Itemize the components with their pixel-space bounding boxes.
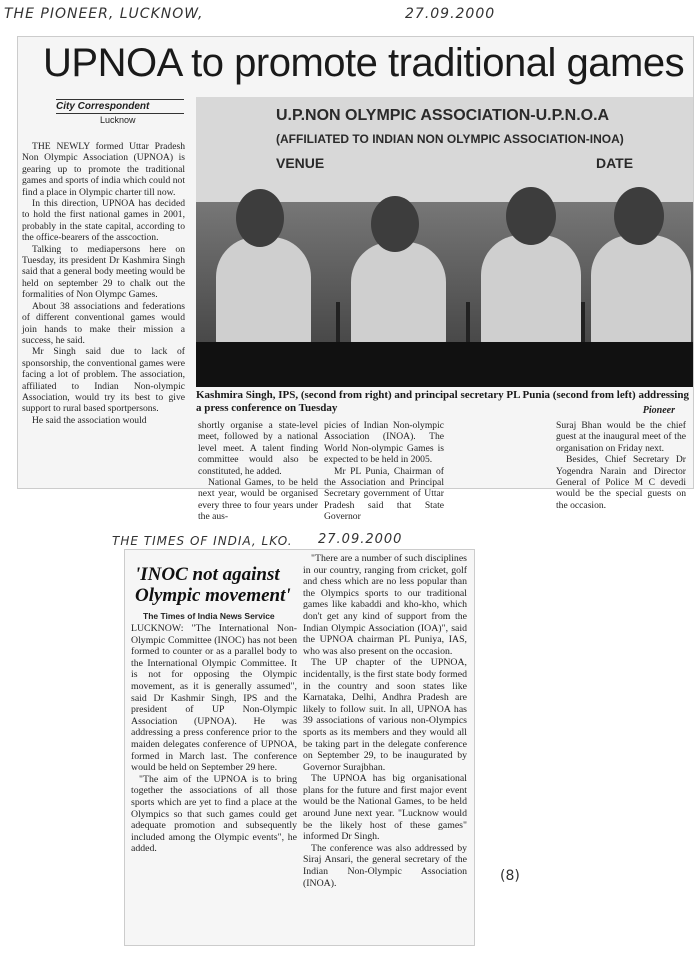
paragraph: THE NEWLY formed Uttar Pradesh Non Olympic Association (UPNOA) is gearing up to promote the traditional games and sports of india which could not find a place in Olympic charter till now. — [22, 141, 185, 198]
handwritten-date-toi: 27.09.2000 — [318, 532, 403, 547]
article2-headline: 'INOC not against Olympic movement' — [135, 564, 291, 606]
article2-column-2 — [303, 553, 467, 889]
paragraph: He said the association would — [32, 414, 147, 426]
photo-banner — [196, 97, 693, 202]
handwritten-source-pioneer: THE PIONEER, LUCKNOW, — [4, 6, 204, 22]
article1-column-1 — [22, 141, 185, 426]
microphone-1 — [336, 302, 340, 342]
article1-column-4 — [556, 420, 686, 511]
page-number-mark: (8) — [500, 868, 520, 884]
paragraph: shortly organise a state-level meet, followed by a national level meet. A talent finding committee would also be constituted, he added. — [198, 420, 318, 477]
paragraph: Talking to mediapersons here on Tuesday, its president Dr Kashmira Singh said that a general body meeting would be held on september 29 to chalk out the formalities of Non Olympc Games. — [22, 243, 185, 301]
paragraph: The UP chapter of the UPNOA, incidentally, is the first state body formed in the country and soon states like Karnataka, Delhi, Andhra Pradesh are likely to follow suit. In all, UPNOA has 39 associations of various non-Olympics sports as its members and they would all be taking part in the delegate conference on September 29, to be inaugurated by Governor Surajbhan. — [303, 657, 467, 773]
photo-caption: Kashmira Singh, IPS, (second from right) and principal secretary PL Punia (second from left) addressing a press conference on Tuesday — [196, 389, 689, 414]
handwritten-source-toi: THE TIMES OF INDIA, LKO. — [112, 534, 293, 548]
microphone-2 — [466, 302, 470, 342]
paragraph: Mr PL Punia, Chairman of the Association and Principal Secretary government of Uttar Pradesh said that State Governor — [324, 465, 444, 523]
paragraph: picies of Indian Non-olympic Association (INOA). The World Non-olympic Games is expected to be held in 2005. — [324, 420, 444, 466]
article1-byline: City Correspondent — [56, 99, 184, 114]
person-1-head — [236, 189, 284, 247]
clipping-pioneer — [17, 36, 694, 523]
clipping-times-of-india — [124, 549, 475, 946]
paragraph: Mr Singh said due to lack of sponsorship, the conventional games were facing a lot of problem. The association, affiliated to Indian Non-olympic Association, would try its best to give support to rural based sportpersons. — [22, 346, 185, 415]
person-2 — [351, 242, 446, 347]
press-conference-photo — [196, 97, 693, 387]
conference-table — [196, 342, 693, 387]
handwritten-date-pioneer: 27.09.2000 — [405, 6, 496, 22]
paragraph: Besides, Chief Secretary Dr Yogendra Narain and Director General of Police M C devedi would be the special guests on the occasion. — [556, 454, 686, 511]
article1-headline: UPNOA to promote traditional games — [43, 41, 685, 85]
paragraph: "The aim of the UPNOA is to bring together the associations of all those sports which are yet to find a place at the Olympics so that such games could get adequate promotion and subsequently included among the Olympic events", he added. — [131, 773, 297, 855]
banner-date: DATE — [596, 155, 634, 171]
person-4 — [591, 235, 691, 347]
banner-line-2: (AFFILIATED TO INDIAN NON OLYMPIC ASSOCIATION-INOA) — [276, 132, 624, 146]
paragraph: About 38 associations and federations of different conventional games would join hands to make their mission a success, he said. — [22, 300, 185, 346]
person-2-head — [371, 196, 419, 252]
person-4-head — [614, 187, 664, 245]
article2-column-1 — [131, 623, 297, 855]
photo-credit: Pioneer — [642, 405, 675, 416]
paragraph: "There are a number of such disciplines in our country, ranging from cricket, golf and chess which are no less popular than the Olympics sports to our traditional games like kabaddi and kho-kho, which don't get any kind of support from the Indian Olympic Association (IOA)", said the UPNOA chairman PL Puniya, IAS, who was also present on the occasion. — [303, 553, 467, 657]
paragraph: In this direction, UPNOA has decided to hold the first national games in 2001, probably in the state capital, according to the office-bearers of the asscoction. — [22, 198, 185, 244]
person-1 — [216, 237, 311, 347]
article2-service: The Times of India News Service — [143, 611, 275, 621]
paragraph: LUCKNOW: "The International Non-Olympic Committee (INOC) has not been formed to counter or as a parallel body to the International Olympic Committee. It is not for opposing the Olympic movement, as it is generally assumed", said Dr Kashmir Singh, IPS and the president of UP Non-Olympic Association (UPNOA). He was addressing a press conference prior to the maiden delegates conference of UPNOA, formed in March last. The conference would be held on September 29 here. — [131, 623, 297, 774]
banner-venue: VENUE — [276, 155, 325, 171]
article1-dateline: Lucknow — [100, 115, 136, 125]
banner-line-1: U.P.NON OLYMPIC ASSOCIATION-U.P.N.O.A — [276, 107, 610, 124]
paragraph: The UPNOA has big organisational plans for the future and first major event would be the National Games, to be held around June next year. "Lucknow would be the likely host of these games" informed Dr Singh. — [303, 773, 467, 843]
person-3-head — [506, 187, 556, 245]
article1-column-2 — [198, 420, 318, 523]
article1-column-3 — [324, 420, 444, 523]
person-3 — [481, 235, 581, 347]
microphone-3 — [581, 302, 585, 342]
paragraph: Suraj Bhan would be the chief guest at the inaugural meet of the organisation on Friday next. — [556, 420, 686, 454]
paragraph: The conference was also addressed by Siraj Ansari, the general secretary of the Indian Non-Olympic Association (INOA). — [303, 842, 467, 889]
paragraph: National Games, to be held next year, would be organised every three to four years under the aus- — [198, 477, 318, 523]
